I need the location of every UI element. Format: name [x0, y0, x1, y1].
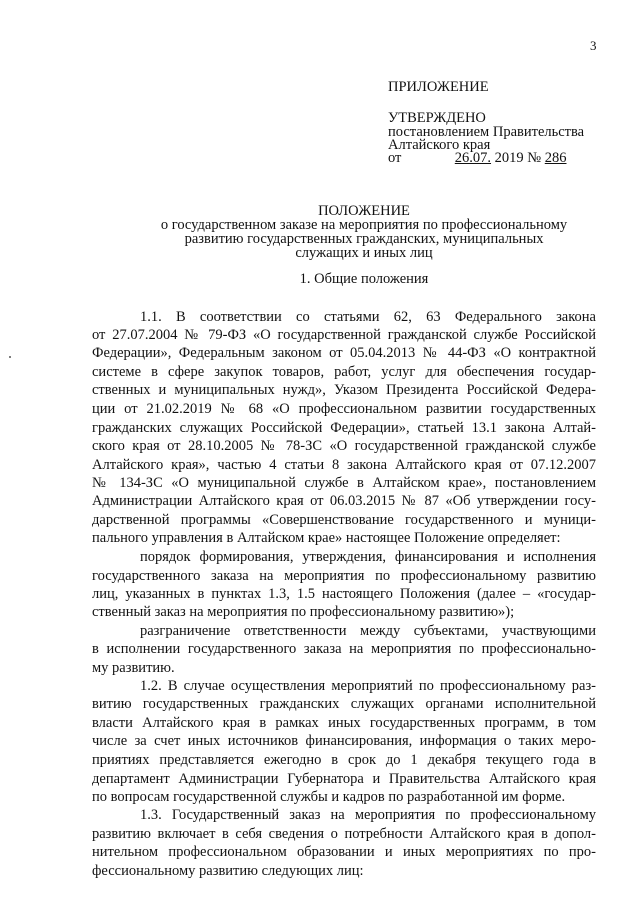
text-line: развитию включает в себя сведения о потребности Алтайского края в допол-	[92, 826, 596, 842]
text-line: порядок формирования, утверждения, финансирования и исполнения	[140, 549, 596, 565]
text-line: дарственной программы «Совершенствование государственного и муници-	[92, 512, 596, 528]
approved-label: УТВЕРЖДЕНО	[388, 110, 486, 126]
decree-date-line	[388, 151, 567, 165]
text-line: витию государственных гражданских служащих органами исполнительной	[92, 696, 596, 712]
text-line: приятиях представляется ежегодно в срок до 1 декабря текущего года в	[92, 752, 596, 768]
text-line: № 134-ЗС «О муниципальной службе в Алтайском крае», постановлением	[92, 475, 596, 491]
text-line: 1.3. Государственный заказ на мероприятия по профессиональному	[140, 807, 596, 823]
date-day: 26.07.	[454, 150, 492, 166]
text-line: лиц, указанных в пунктах 1.3, 1.5 настоящего Положения (далее – «государ-	[92, 586, 596, 602]
scan-speck	[9, 356, 11, 358]
text-line: государственного заказа на мероприятия по профессиональному развитию	[92, 568, 596, 584]
text-line: гражданских служащих Российской Федерации», статьей 13.1 закона Алтай-	[92, 420, 596, 436]
text-line: от 27.07.2004 № 79-ФЗ «О государственной гражданской службе Российской	[92, 327, 596, 343]
text-line: ского края от 28.10.2005 № 78-ЗС «О государственной гражданской службе	[92, 438, 596, 454]
text-line: департамент Администрации Губернатора и Правительства Алтайского края	[92, 771, 596, 787]
date-year: 2019 №	[494, 150, 542, 166]
page-number: 3	[590, 38, 597, 53]
text-line: по вопросам государственной службы и кадров по разработанной им форме.	[92, 789, 566, 805]
text-line: системе в сфере закупок товаров, работ, услуг для обеспечения государ-	[92, 364, 596, 380]
text-line: нительном профессиональном образовании и иных мероприятиях по про-	[92, 844, 596, 860]
text-line: числе за счет иных источников финансирования, информация о таких меро-	[92, 733, 596, 749]
text-line: пального управления в Алтайском крае» настоящее Положение определяет:	[92, 530, 561, 546]
text-line: разграничение ответственности между субъектами, участвующими	[140, 623, 596, 639]
date-prefix: от	[388, 150, 402, 166]
doc-title: ПОЛОЖЕНИЕ	[318, 203, 410, 219]
decree-line-2: Алтайского края	[388, 137, 491, 153]
text-line: 1.2. В случае осуществления мероприятий по профессиональному раз-	[140, 678, 596, 694]
decree-line-1: постановлением Правительства	[388, 124, 585, 140]
text-line: ственный заказ на мероприятия по профессиональному развитию»);	[92, 604, 515, 620]
text-line: ственных и муниципальных нужд», Указом Президента Российской Федера-	[92, 382, 596, 398]
text-line: в исполнении государственного заказа на мероприятия по профессионально-	[92, 641, 596, 657]
text-line: Администрации Алтайского края от 06.03.2015 № 87 «Об утверждении госу-	[92, 493, 596, 509]
section-title: 1. Общие положения	[299, 271, 429, 287]
text-line: власти Алтайского края в рамках иных государственных программ, в том	[92, 715, 596, 731]
text-line: фессиональному развитию следующих лиц:	[92, 863, 364, 879]
doc-subtitle-2: развитию государственных гражданских, муниципальных	[184, 231, 544, 247]
decree-number: 286	[544, 150, 567, 166]
text-line: му развитию.	[92, 660, 175, 676]
text-line: 1.1. В соответствии со статьями 62, 63 Федерального закона	[140, 309, 596, 325]
doc-subtitle-1: о государственном заказе на мероприятия по профессиональному	[160, 217, 568, 233]
doc-subtitle-3: служащих и иных лиц	[295, 245, 433, 261]
appendix-label: ПРИЛОЖЕНИЕ	[388, 79, 489, 95]
text-line: Федерации», Федеральным законом от 05.04.2013 № 44-ФЗ «О контрактной	[92, 345, 596, 361]
text-line: ции от 21.02.2019 № 68 «О профессиональном развитии государственных	[92, 401, 596, 417]
text-line: Алтайского края», частью 4 статьи 8 закона Алтайского края от 07.12.2007	[92, 457, 596, 473]
